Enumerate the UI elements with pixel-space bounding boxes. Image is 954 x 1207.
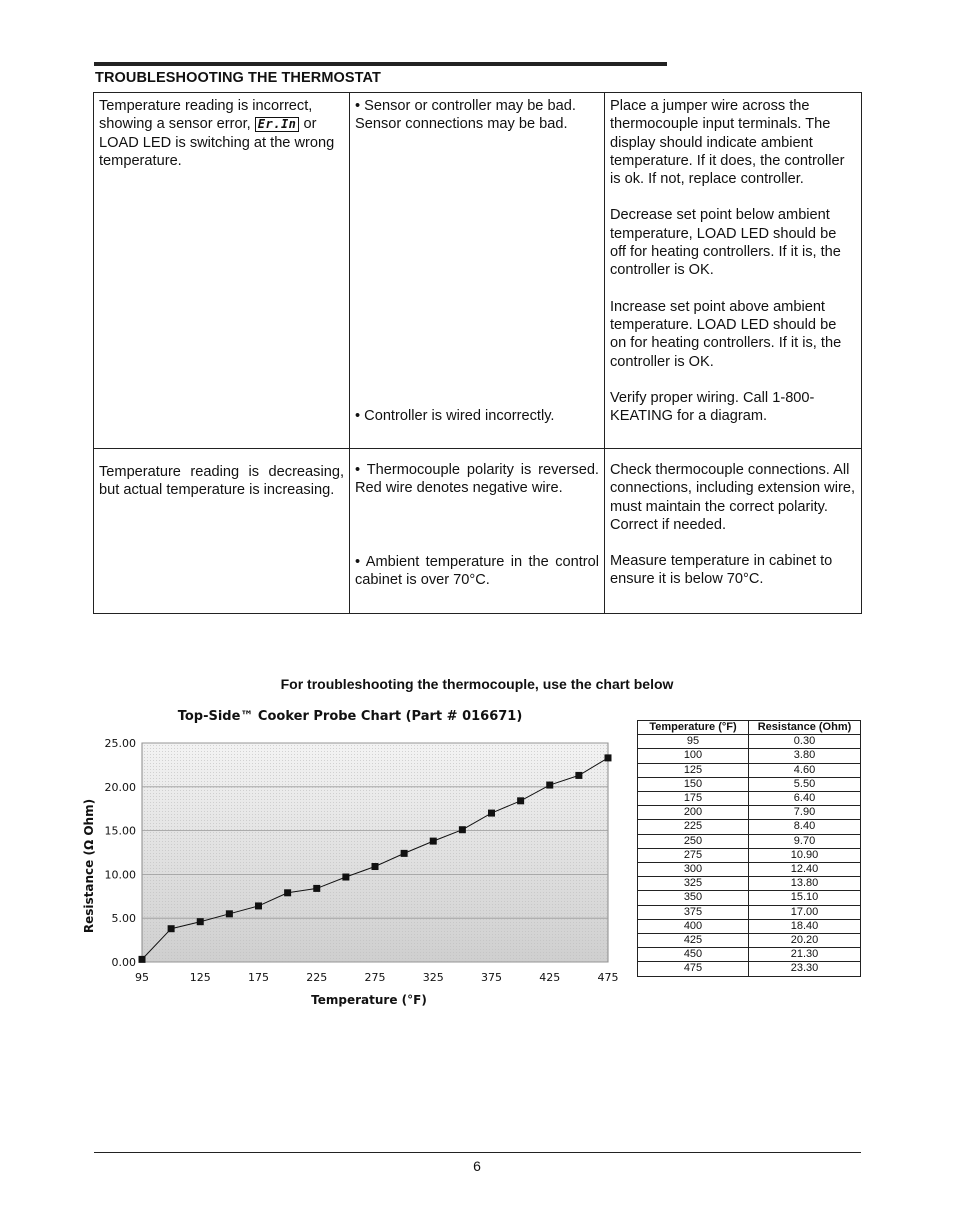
data-point xyxy=(313,885,320,892)
y-tick-label: 15.00 xyxy=(104,824,136,838)
table-row xyxy=(638,792,861,806)
resistance-cell: 17.00 xyxy=(749,905,861,919)
data-point xyxy=(139,956,146,963)
temperature-cell: 125 xyxy=(638,763,749,777)
temperature-cell: 250 xyxy=(638,834,749,848)
probe-chart xyxy=(78,700,628,1020)
data-point xyxy=(605,754,612,761)
data-point xyxy=(401,850,408,857)
section-title: TROUBLESHOOTING THE THERMOSTAT xyxy=(95,70,382,86)
resistance-cell: 18.40 xyxy=(749,919,861,933)
data-point xyxy=(342,874,349,881)
y-tick-label: 0.00 xyxy=(111,956,136,969)
problem-text: Temperature reading is incorrect, showing a sensor error, xyxy=(99,98,313,133)
data-point xyxy=(197,918,204,925)
table-row xyxy=(94,93,862,449)
temperature-cell: 175 xyxy=(638,792,749,806)
resistance-cell: 21.30 xyxy=(749,948,861,962)
solution-text: Check thermocouple connections. All connections, including extension wire, must maintain the correct polarity. Correct if needed. xyxy=(610,462,855,533)
x-axis-label: Temperature (°F) xyxy=(311,993,427,1007)
data-point xyxy=(546,782,553,789)
solution-text: Place a jumper wire across the thermocouple input terminals. The display should indicate ambient temperature. If it does, the controller is ok. If not, replace controller. xyxy=(610,98,845,188)
resistance-cell: 8.40 xyxy=(749,820,861,834)
temperature-cell: 350 xyxy=(638,891,749,905)
table-row xyxy=(638,820,861,834)
table-row xyxy=(638,905,861,919)
resistance-cell: 15.10 xyxy=(749,891,861,905)
cause-text: • Sensor or controller may be bad. Sensor connections may be bad. xyxy=(355,98,576,133)
solution-text: Verify proper wiring. Call 1-800-KEATING for a diagram. xyxy=(610,389,815,425)
cause-cell xyxy=(350,93,605,449)
cause-cell xyxy=(350,449,605,614)
resistance-cell: 6.40 xyxy=(749,792,861,806)
resistance-cell: 0.30 xyxy=(749,735,861,749)
table-row xyxy=(638,763,861,777)
x-tick-label: 125 xyxy=(189,971,211,984)
data-point xyxy=(284,889,291,896)
table-row xyxy=(638,735,861,749)
y-axis-label: Resistance (Ω Ohm) xyxy=(82,798,96,934)
x-tick-label: 375 xyxy=(481,971,502,984)
table-row xyxy=(638,863,861,877)
data-point xyxy=(488,810,495,817)
top-rule xyxy=(94,62,667,66)
temperature-cell: 300 xyxy=(638,863,749,877)
troubleshooting-table xyxy=(93,92,862,614)
table-row xyxy=(638,948,861,962)
plot-texture xyxy=(142,743,608,962)
solution-text: Decrease set point below ambient temperature, LOAD LED should be off for heating controllers. If it is, the controller is OK. xyxy=(610,207,841,279)
table-row xyxy=(638,877,861,891)
problem-text: Temperature reading is decreasing, but actual temperature is increasing. xyxy=(99,464,344,499)
temperature-cell: 450 xyxy=(638,948,749,962)
resistance-cell: 9.70 xyxy=(749,834,861,848)
cause-text: • Controller is wired incorrectly. xyxy=(355,408,555,424)
resistance-table xyxy=(637,720,861,977)
resistance-cell: 20.20 xyxy=(749,934,861,948)
resistance-cell: 3.80 xyxy=(749,749,861,763)
temperature-cell: 100 xyxy=(638,749,749,763)
cause-text: • Ambient temperature in the control cabinet is over 70°C. xyxy=(355,553,599,588)
solution-text: Measure temperature in cabinet to ensure it is below 70°C. xyxy=(610,553,833,588)
data-point xyxy=(255,902,262,909)
temperature-cell: 150 xyxy=(638,777,749,791)
resistance-cell: 12.40 xyxy=(749,863,861,877)
problem-cell xyxy=(94,93,350,449)
table-row xyxy=(638,848,861,862)
temperature-cell: 95 xyxy=(638,735,749,749)
table-row xyxy=(638,749,861,763)
x-tick-label: 475 xyxy=(597,971,619,984)
problem-text-continued: or LOAD LED is switching at the wrong temperature. xyxy=(99,116,335,169)
resistance-cell: 23.30 xyxy=(749,962,861,976)
resistance-cell: 5.50 xyxy=(749,777,861,791)
bottom-rule xyxy=(94,1152,861,1153)
data-point xyxy=(372,863,379,870)
temperature-cell: 275 xyxy=(638,848,749,862)
column-header-temperature: Temperature (°F) xyxy=(638,721,749,735)
column-header-resistance: Resistance (Ohm) xyxy=(749,721,861,735)
temperature-cell: 375 xyxy=(638,905,749,919)
table-row xyxy=(638,806,861,820)
table-row xyxy=(638,777,861,791)
solution-text: Increase set point above ambient temperature. LOAD LED should be on for heating controllers. If it is, the controller is OK. xyxy=(610,298,842,370)
x-tick-label: 425 xyxy=(539,971,561,984)
solution-cell xyxy=(605,93,862,449)
table-row xyxy=(94,449,862,614)
table-row xyxy=(638,891,861,905)
chart-caption: For troubleshooting the thermocouple, use the chart below xyxy=(280,676,674,692)
y-tick-label: 5.00 xyxy=(111,912,136,926)
data-point xyxy=(226,910,233,917)
y-tick-label: 10.00 xyxy=(104,868,136,882)
problem-cell xyxy=(94,449,350,614)
error-code-icon: Er.In xyxy=(255,117,300,132)
table-row xyxy=(638,934,861,948)
x-tick-label: 175 xyxy=(248,971,269,984)
x-tick-label: 275 xyxy=(364,971,386,984)
table-row xyxy=(638,834,861,848)
data-point xyxy=(168,925,175,932)
temperature-cell: 425 xyxy=(638,934,749,948)
resistance-cell: 13.80 xyxy=(749,877,861,891)
x-tick-label: 95 xyxy=(135,971,149,984)
table-row xyxy=(638,962,861,976)
resistance-cell: 10.90 xyxy=(749,848,861,862)
y-tick-label: 20.00 xyxy=(104,780,136,794)
temperature-cell: 400 xyxy=(638,919,749,933)
data-point xyxy=(575,772,582,779)
page-number: 6 xyxy=(473,1158,481,1174)
table-header-row xyxy=(638,721,861,735)
y-tick-label: 25.00 xyxy=(104,737,136,750)
data-point xyxy=(459,826,466,833)
temperature-cell: 325 xyxy=(638,877,749,891)
temperature-cell: 200 xyxy=(638,806,749,820)
data-point xyxy=(517,797,524,804)
data-point xyxy=(430,838,437,845)
resistance-cell: 4.60 xyxy=(749,763,861,777)
temperature-cell: 225 xyxy=(638,820,749,834)
x-tick-label: 225 xyxy=(306,971,328,984)
x-tick-label: 325 xyxy=(422,971,444,984)
cause-text: • Thermocouple polarity is reversed. Red wire denotes negative wire. xyxy=(355,462,599,497)
chart-title: Top-Side™ Cooker Probe Chart (Part # 016671) xyxy=(177,709,523,724)
table-row xyxy=(638,919,861,933)
temperature-cell: 475 xyxy=(638,962,749,976)
resistance-cell: 7.90 xyxy=(749,806,861,820)
solution-cell xyxy=(605,449,862,614)
